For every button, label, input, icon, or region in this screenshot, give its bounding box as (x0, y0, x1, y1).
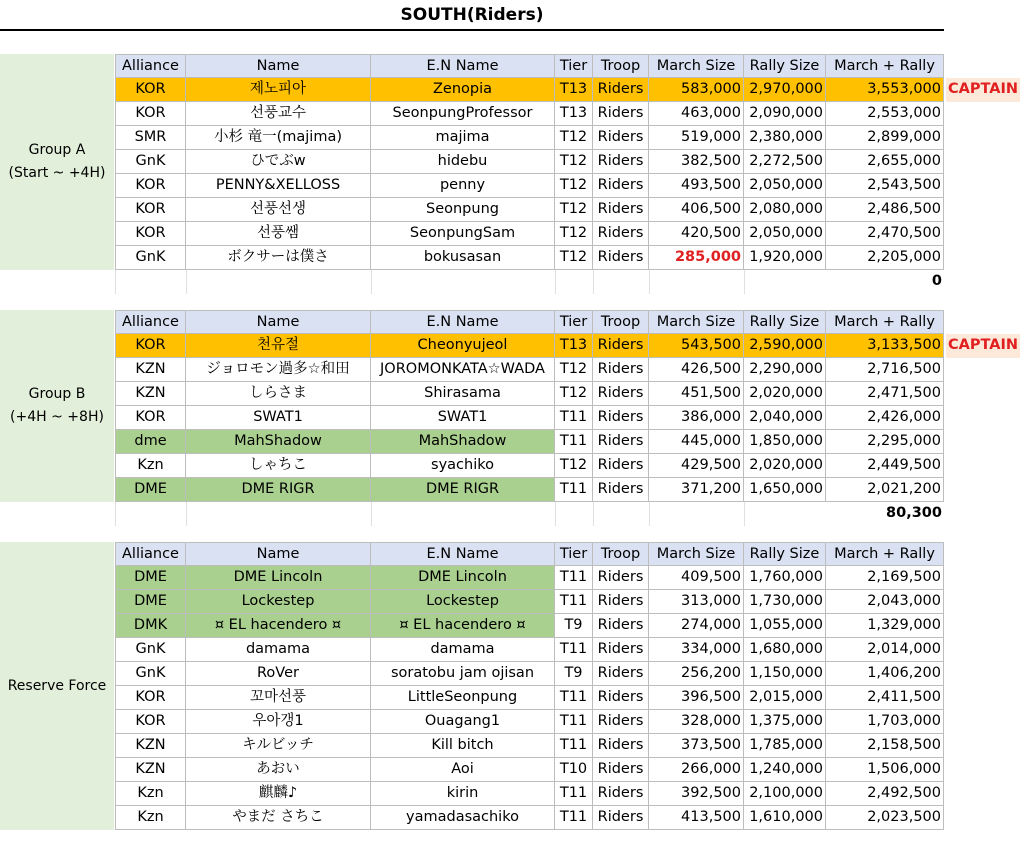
rally-size-cell[interactable]: 2,970,000 (744, 78, 826, 102)
alliance-cell[interactable]: DME (115, 478, 186, 502)
tier-cell[interactable]: T9 (555, 662, 593, 686)
en-name-cell[interactable]: Zenopia (371, 78, 555, 102)
grid-line (371, 270, 372, 294)
rally-size-cell[interactable]: 2,380,000 (744, 126, 826, 150)
grid-line (186, 502, 187, 526)
tier-cell[interactable]: T11 (555, 734, 593, 758)
en-name-cell[interactable]: majima (371, 126, 555, 150)
header-row (0, 310, 1024, 334)
table-row[interactable] (0, 614, 1024, 638)
table-row[interactable] (0, 406, 1024, 430)
tier-cell[interactable]: T11 (555, 566, 593, 590)
tier-cell[interactable]: T11 (555, 430, 593, 454)
grid-line (593, 502, 594, 526)
troop-cell[interactable]: Riders (593, 478, 649, 502)
alliance-cell[interactable]: DME (115, 566, 186, 590)
march-rally-cell[interactable]: 2,716,500 (826, 358, 944, 382)
march-rally-cell[interactable]: 2,470,500 (826, 222, 944, 246)
troop-cell[interactable]: Riders (593, 358, 649, 382)
tier-cell[interactable]: T11 (555, 806, 593, 830)
table-row[interactable] (0, 454, 1024, 478)
name-cell[interactable]: あおい (186, 758, 371, 782)
en-name-cell[interactable]: Aoi (371, 758, 555, 782)
troop-cell[interactable]: Riders (593, 102, 649, 126)
troop-cell[interactable]: Riders (593, 150, 649, 174)
march-rally-cell[interactable]: 2,158,500 (826, 734, 944, 758)
rally-size-cell[interactable]: 2,590,000 (744, 334, 826, 358)
group-total-value: 0 (931, 273, 942, 289)
march-size-cell[interactable]: 266,000 (649, 758, 744, 782)
troop-cell[interactable]: Riders (593, 806, 649, 830)
rally-size-cell[interactable]: 2,050,000 (744, 174, 826, 198)
alliance-cell[interactable]: Kzn (115, 782, 186, 806)
table-row[interactable] (0, 174, 1024, 198)
troop-cell[interactable]: Riders (593, 246, 649, 270)
march-size-cell[interactable]: 274,000 (649, 614, 744, 638)
rally-size-cell[interactable]: 1,375,000 (744, 710, 826, 734)
name-cell[interactable]: Lockestep (186, 590, 371, 614)
rally-size-cell[interactable]: 2,050,000 (744, 222, 826, 246)
troop-cell[interactable]: Riders (593, 174, 649, 198)
rally-size-cell[interactable]: 2,015,000 (744, 686, 826, 710)
en-name-header[interactable]: E.N Name (371, 542, 555, 566)
table-row[interactable] (0, 478, 1024, 502)
name-cell[interactable]: RoVer (186, 662, 371, 686)
alliance-cell[interactable]: GnK (115, 246, 186, 270)
alliance-cell[interactable]: GnK (115, 662, 186, 686)
alliance-cell[interactable]: DME (115, 590, 186, 614)
rally-size-cell[interactable]: 2,020,000 (744, 454, 826, 478)
march-size-cell[interactable]: 429,500 (649, 454, 744, 478)
group-label-title: Reserve Force (7, 677, 107, 694)
march-size-cell[interactable]: 413,500 (649, 806, 744, 830)
march-rally-cell[interactable]: 1,703,000 (826, 710, 944, 734)
group-label-title: Group A (28, 142, 86, 158)
march-rally-cell[interactable]: 1,406,200 (826, 662, 944, 686)
march-size-cell[interactable]: 409,500 (649, 566, 744, 590)
captain-badge: CAPTAIN (946, 334, 1020, 358)
march-size-cell[interactable]: 373,500 (649, 734, 744, 758)
march-rally-cell[interactable]: 2,553,000 (826, 102, 944, 126)
alliance-cell[interactable]: SMR (115, 126, 186, 150)
march-size-cell[interactable]: 256,200 (649, 662, 744, 686)
name-cell[interactable]: ボクサーは僕さ (186, 246, 371, 270)
march-size-cell[interactable]: 328,000 (649, 710, 744, 734)
troop-cell[interactable]: Riders (593, 406, 649, 430)
tier-cell[interactable]: T12 (555, 246, 593, 270)
tier-cell[interactable]: T12 (555, 174, 593, 198)
march-rally-cell[interactable]: 2,411,500 (826, 686, 944, 710)
troop-cell[interactable]: Riders (593, 758, 649, 782)
group-label-range: (Start ~ +4H) (8, 165, 106, 181)
rally-size-cell[interactable]: 1,760,000 (744, 566, 826, 590)
roster-sheet (0, 38, 1024, 830)
table-row[interactable] (0, 382, 1024, 406)
tier-cell[interactable]: T11 (555, 686, 593, 710)
alliance-cell[interactable]: KOR (115, 174, 186, 198)
march-rally-cell[interactable]: 2,021,200 (826, 478, 944, 502)
march-rally-cell[interactable]: 1,506,000 (826, 758, 944, 782)
march-rally-cell[interactable]: 2,043,000 (826, 590, 944, 614)
troop-header[interactable]: Troop (593, 542, 649, 566)
tier-cell[interactable]: T12 (555, 150, 593, 174)
en-name-cell[interactable]: yamadasachiko (371, 806, 555, 830)
table-row[interactable] (0, 126, 1024, 150)
march-size-cell[interactable]: 406,500 (649, 198, 744, 222)
rally-size-cell[interactable]: 2,272,500 (744, 150, 826, 174)
name-cell[interactable]: 小杉 竜一(majima) (186, 126, 371, 150)
en-name-cell[interactable]: Kill bitch (371, 734, 555, 758)
rally-size-header[interactable]: Rally Size (744, 542, 826, 566)
table-row[interactable] (0, 734, 1024, 758)
grid-line (115, 270, 116, 294)
troop-cell[interactable]: Riders (593, 454, 649, 478)
march-rally-cell[interactable]: 3,133,500 (826, 334, 944, 358)
en-name-cell[interactable]: MahShadow (371, 430, 555, 454)
tier-cell[interactable]: T12 (555, 382, 593, 406)
march-rally-header[interactable]: March + Rally (826, 542, 944, 566)
march-rally-cell[interactable]: 2,471,500 (826, 382, 944, 406)
table-row[interactable] (0, 758, 1024, 782)
march-size-cell[interactable]: 392,500 (649, 782, 744, 806)
grid-line (593, 270, 594, 294)
en-name-cell[interactable]: SeonpungSam (371, 222, 555, 246)
march-rally-cell[interactable]: 2,014,000 (826, 638, 944, 662)
grid-line (555, 502, 556, 526)
march-rally-cell[interactable]: 2,295,000 (826, 430, 944, 454)
grid-line (371, 502, 372, 526)
tier-cell[interactable]: T13 (555, 102, 593, 126)
march-rally-cell[interactable]: 2,492,500 (826, 782, 944, 806)
group-gap (0, 38, 1024, 54)
name-cell[interactable]: キルビッチ (186, 734, 371, 758)
alliance-cell[interactable]: KOR (115, 710, 186, 734)
march-rally-cell[interactable]: 2,205,000 (826, 246, 944, 270)
alliance-cell[interactable]: dme (115, 430, 186, 454)
name-header[interactable]: Name (186, 310, 371, 334)
march-rally-cell[interactable]: 3,553,000 (826, 78, 944, 102)
troop-cell[interactable]: Riders (593, 662, 649, 686)
grid-line (649, 502, 650, 526)
en-name-cell[interactable]: Cheonyujeol (371, 334, 555, 358)
rally-size-cell[interactable]: 2,020,000 (744, 382, 826, 406)
name-cell[interactable]: しゃちこ (186, 454, 371, 478)
name-cell[interactable]: ¤ EL hacendero ¤ (186, 614, 371, 638)
group-gap (0, 294, 1024, 310)
alliance-cell[interactable]: KOR (115, 222, 186, 246)
march-size-cell[interactable]: 420,500 (649, 222, 744, 246)
table-row[interactable] (0, 430, 1024, 454)
tier-cell[interactable]: T11 (555, 710, 593, 734)
alliance-header[interactable]: Alliance (115, 54, 186, 78)
troop-cell[interactable]: Riders (593, 382, 649, 406)
table-row[interactable] (0, 78, 1024, 102)
troop-cell[interactable]: Riders (593, 78, 649, 102)
name-cell[interactable]: しらさま (186, 382, 371, 406)
rally-size-cell[interactable]: 1,785,000 (744, 734, 826, 758)
group-total-value: 80,300 (886, 505, 942, 521)
march-size-cell[interactable]: 463,000 (649, 102, 744, 126)
troop-cell[interactable]: Riders (593, 782, 649, 806)
group-total-row (0, 270, 1024, 294)
alliance-cell[interactable]: KZN (115, 382, 186, 406)
alliance-cell[interactable]: KZN (115, 358, 186, 382)
tier-cell[interactable]: T12 (555, 358, 593, 382)
en-name-cell[interactable]: JOROMONKATA☆WADA (371, 358, 555, 382)
march-rally-header[interactable]: March + Rally (826, 310, 944, 334)
alliance-cell[interactable]: GnK (115, 638, 186, 662)
march-size-cell[interactable]: 493,500 (649, 174, 744, 198)
tier-header[interactable]: Tier (555, 310, 593, 334)
rally-size-cell[interactable]: 1,680,000 (744, 638, 826, 662)
en-name-cell[interactable]: syachiko (371, 454, 555, 478)
tier-header[interactable]: Tier (555, 542, 593, 566)
alliance-cell[interactable]: Kzn (115, 454, 186, 478)
troop-cell[interactable]: Riders (593, 614, 649, 638)
rally-size-cell[interactable]: 1,650,000 (744, 478, 826, 502)
march-size-cell[interactable]: 386,000 (649, 406, 744, 430)
tier-cell[interactable]: T11 (555, 590, 593, 614)
name-cell[interactable]: DME RIGR (186, 478, 371, 502)
alliance-cell[interactable]: DMK (115, 614, 186, 638)
en-name-cell[interactable]: Lockestep (371, 590, 555, 614)
march-rally-cell[interactable]: 2,655,000 (826, 150, 944, 174)
troop-cell[interactable]: Riders (593, 126, 649, 150)
rally-size-cell[interactable]: 2,290,000 (744, 358, 826, 382)
name-cell[interactable]: PENNY&XELLOSS (186, 174, 371, 198)
name-cell[interactable]: 麒麟♪ (186, 782, 371, 806)
march-size-cell[interactable]: 519,000 (649, 126, 744, 150)
en-name-cell[interactable]: bokusasan (371, 246, 555, 270)
march-rally-cell[interactable]: 2,023,500 (826, 806, 944, 830)
march-size-cell[interactable]: 396,500 (649, 686, 744, 710)
grid-line (186, 270, 187, 294)
alliance-header[interactable]: Alliance (115, 310, 186, 334)
tier-cell[interactable]: T12 (555, 126, 593, 150)
troop-cell[interactable]: Riders (593, 710, 649, 734)
grid-line (744, 502, 745, 526)
name-cell[interactable]: 선풍선생 (186, 198, 371, 222)
march-rally-cell[interactable]: 2,426,000 (826, 406, 944, 430)
name-cell[interactable]: SWAT1 (186, 406, 371, 430)
alliance-cell[interactable]: KOR (115, 78, 186, 102)
table-row[interactable] (0, 806, 1024, 830)
alliance-cell[interactable]: KZN (115, 734, 186, 758)
troop-cell[interactable]: Riders (593, 430, 649, 454)
group-block (0, 38, 1024, 294)
tier-header[interactable]: Tier (555, 54, 593, 78)
tier-cell[interactable]: T11 (555, 638, 593, 662)
march-size-cell[interactable]: 285,000 (649, 246, 744, 270)
rally-size-cell[interactable]: 2,080,000 (744, 198, 826, 222)
alliance-cell[interactable]: KZN (115, 758, 186, 782)
march-size-cell[interactable]: 313,000 (649, 590, 744, 614)
troop-cell[interactable]: Riders (593, 198, 649, 222)
alliance-header[interactable]: Alliance (115, 542, 186, 566)
march-size-cell[interactable]: 382,500 (649, 150, 744, 174)
troop-cell[interactable]: Riders (593, 686, 649, 710)
march-rally-cell[interactable]: 2,486,500 (826, 198, 944, 222)
en-name-cell[interactable]: penny (371, 174, 555, 198)
name-cell[interactable]: 꼬마선풍 (186, 686, 371, 710)
rally-size-header[interactable]: Rally Size (744, 54, 826, 78)
name-cell[interactable]: 선풍쌤 (186, 222, 371, 246)
en-name-header[interactable]: E.N Name (371, 54, 555, 78)
header-row (0, 54, 1024, 78)
rally-size-cell[interactable]: 1,240,000 (744, 758, 826, 782)
table-row[interactable] (0, 334, 1024, 358)
grid-line (744, 270, 745, 294)
header-row (0, 542, 1024, 566)
rally-size-header[interactable]: Rally Size (744, 310, 826, 334)
en-name-cell[interactable]: ¤ EL hacendero ¤ (371, 614, 555, 638)
troop-cell[interactable]: Riders (593, 334, 649, 358)
tier-cell[interactable]: T12 (555, 198, 593, 222)
name-header[interactable]: Name (186, 542, 371, 566)
tier-cell[interactable]: T12 (555, 222, 593, 246)
table-row[interactable] (0, 710, 1024, 734)
name-cell[interactable]: ジョロモン過多☆和田 (186, 358, 371, 382)
troop-cell[interactable]: Riders (593, 734, 649, 758)
en-name-cell[interactable]: Seonpung (371, 198, 555, 222)
name-cell[interactable]: DME Lincoln (186, 566, 371, 590)
tier-cell[interactable]: T13 (555, 334, 593, 358)
en-name-cell[interactable]: damama (371, 638, 555, 662)
alliance-cell[interactable]: KOR (115, 102, 186, 126)
name-cell[interactable]: 우아갱1 (186, 710, 371, 734)
en-name-cell[interactable]: DME Lincoln (371, 566, 555, 590)
grid-line (555, 270, 556, 294)
march-size-header[interactable]: March Size (649, 542, 744, 566)
march-size-cell[interactable]: 451,500 (649, 382, 744, 406)
rally-size-cell[interactable]: 2,040,000 (744, 406, 826, 430)
tier-cell[interactable]: T13 (555, 78, 593, 102)
en-name-cell[interactable]: Shirasama (371, 382, 555, 406)
name-cell[interactable]: 선풍교수 (186, 102, 371, 126)
march-rally-cell[interactable]: 2,543,500 (826, 174, 944, 198)
troop-header[interactable]: Troop (593, 310, 649, 334)
troop-cell[interactable]: Riders (593, 590, 649, 614)
table-row[interactable] (0, 782, 1024, 806)
en-name-cell[interactable]: SeonpungProfessor (371, 102, 555, 126)
group-block (0, 526, 1024, 830)
en-name-cell[interactable]: kirin (371, 782, 555, 806)
name-cell[interactable]: MahShadow (186, 430, 371, 454)
group-label-title: Group B (28, 386, 86, 402)
group-block (0, 294, 1024, 526)
table-row[interactable] (0, 638, 1024, 662)
group-total-row (0, 502, 1024, 526)
alliance-cell[interactable]: GnK (115, 150, 186, 174)
rally-size-cell[interactable]: 1,150,000 (744, 662, 826, 686)
rally-size-cell[interactable]: 1,920,000 (744, 246, 826, 270)
march-rally-cell[interactable]: 2,449,500 (826, 454, 944, 478)
troop-cell[interactable]: Riders (593, 566, 649, 590)
march-rally-cell[interactable]: 1,329,000 (826, 614, 944, 638)
name-header[interactable]: Name (186, 54, 371, 78)
en-name-cell[interactable]: hidebu (371, 150, 555, 174)
en-name-cell[interactable]: SWAT1 (371, 406, 555, 430)
rally-size-cell[interactable]: 1,850,000 (744, 430, 826, 454)
troop-cell[interactable]: Riders (593, 222, 649, 246)
table-row[interactable] (0, 102, 1024, 126)
table-row[interactable] (0, 150, 1024, 174)
alliance-cell[interactable]: KOR (115, 686, 186, 710)
en-name-cell[interactable]: Ouagang1 (371, 710, 555, 734)
name-cell[interactable]: やまだ さちこ (186, 806, 371, 830)
march-size-cell[interactable]: 583,000 (649, 78, 744, 102)
table-row[interactable] (0, 662, 1024, 686)
march-size-cell[interactable]: 445,000 (649, 430, 744, 454)
alliance-cell[interactable]: Kzn (115, 806, 186, 830)
tier-cell[interactable]: T9 (555, 614, 593, 638)
rally-size-cell[interactable]: 2,100,000 (744, 782, 826, 806)
march-rally-cell[interactable]: 2,899,000 (826, 126, 944, 150)
name-cell[interactable]: 천유절 (186, 334, 371, 358)
captain-badge: CAPTAIN (946, 78, 1020, 102)
rally-size-cell[interactable]: 2,090,000 (744, 102, 826, 126)
tier-cell[interactable]: T12 (555, 454, 593, 478)
rally-size-cell[interactable]: 1,610,000 (744, 806, 826, 830)
table-row[interactable] (0, 358, 1024, 382)
table-row[interactable] (0, 222, 1024, 246)
troop-header[interactable]: Troop (593, 54, 649, 78)
table-row[interactable] (0, 246, 1024, 270)
group-label-range: (+4H ~ +8H) (10, 409, 104, 425)
alliance-cell[interactable]: KOR (115, 406, 186, 430)
march-size-cell[interactable]: 334,000 (649, 638, 744, 662)
rally-size-cell[interactable]: 1,730,000 (744, 590, 826, 614)
table-row[interactable] (0, 686, 1024, 710)
group-gap (0, 526, 1024, 542)
march-size-header[interactable]: March Size (649, 310, 744, 334)
en-name-cell[interactable]: DME RIGR (371, 478, 555, 502)
table-row[interactable] (0, 590, 1024, 614)
sheet-title: SOUTH(Riders) (0, 0, 944, 31)
table-row[interactable] (0, 198, 1024, 222)
grid-line (115, 502, 116, 526)
tier-cell[interactable]: T11 (555, 478, 593, 502)
alliance-cell[interactable]: KOR (115, 334, 186, 358)
name-cell[interactable]: 제노피아 (186, 78, 371, 102)
tier-cell[interactable]: T10 (555, 758, 593, 782)
troop-cell[interactable]: Riders (593, 638, 649, 662)
march-size-cell[interactable]: 543,500 (649, 334, 744, 358)
tier-cell[interactable]: T11 (555, 782, 593, 806)
en-name-cell[interactable]: LittleSeonpung (371, 686, 555, 710)
march-size-cell[interactable]: 371,200 (649, 478, 744, 502)
grid-line (649, 270, 650, 294)
rally-size-cell[interactable]: 1,055,000 (744, 614, 826, 638)
march-rally-cell[interactable]: 2,169,500 (826, 566, 944, 590)
march-size-cell[interactable]: 426,500 (649, 358, 744, 382)
en-name-header[interactable]: E.N Name (371, 310, 555, 334)
alliance-cell[interactable]: KOR (115, 198, 186, 222)
march-rally-header[interactable]: March + Rally (826, 54, 944, 78)
name-cell[interactable]: ひでぶw (186, 150, 371, 174)
tier-cell[interactable]: T11 (555, 406, 593, 430)
en-name-cell[interactable]: soratobu jam ojisan (371, 662, 555, 686)
table-row[interactable] (0, 566, 1024, 590)
march-size-header[interactable]: March Size (649, 54, 744, 78)
name-cell[interactable]: damama (186, 638, 371, 662)
